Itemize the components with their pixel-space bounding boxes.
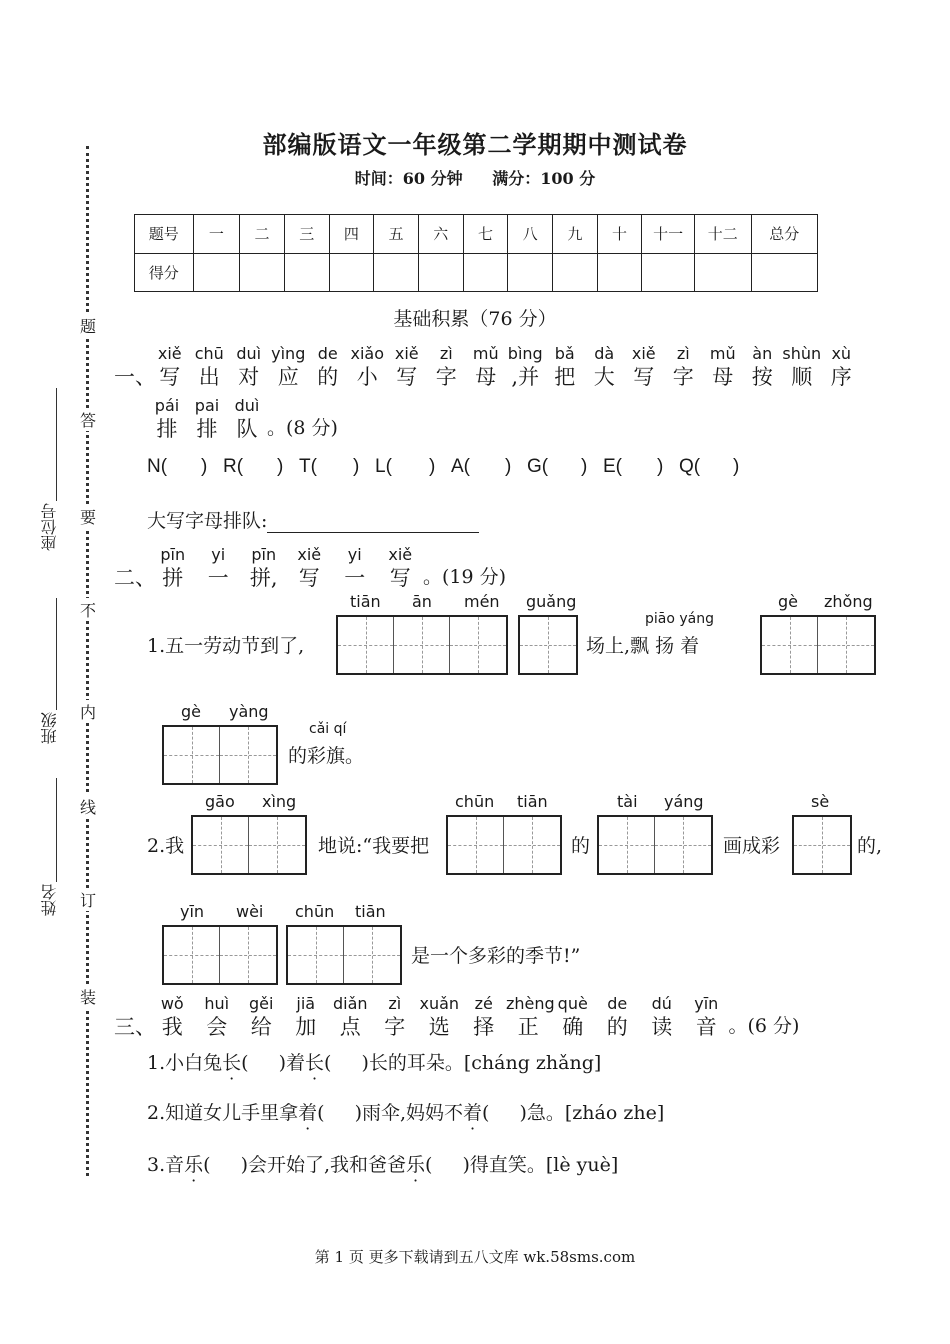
hanzi-char: 读 [651, 1015, 673, 1039]
hanzi-char: 写 [389, 566, 411, 590]
hanzi-char: 的 [317, 365, 339, 389]
binding-char: 答 [78, 408, 98, 431]
name-label: 姓名 [40, 884, 59, 916]
q2-chars [150, 562, 423, 592]
letter-prompt: L( [375, 456, 392, 477]
hanzi-char: 一 [344, 566, 366, 590]
score-cell[interactable] [553, 253, 598, 292]
q3-item-text: )着 [278, 1052, 305, 1074]
q1-answer-label: 大写字母排队: [147, 510, 268, 532]
pinyin-syllable: zì [388, 994, 402, 1013]
q3-dotted-char: 乐 [406, 1154, 426, 1176]
q3-dotted-char: 着 [463, 1102, 483, 1124]
pinyin-syllable: dà [594, 344, 615, 363]
letter-blank[interactable]: ) [657, 456, 664, 477]
q3-chars-row [114, 1011, 799, 1041]
q2-s2-text2: 的 [571, 835, 591, 857]
hanzi-char: 母 [712, 365, 734, 389]
q2-s2-pinyin-tai: tài [617, 792, 638, 811]
pinyin-syllable: pái [154, 396, 180, 415]
score-header-cell: 六 [418, 215, 463, 254]
q3-heading [114, 994, 799, 1041]
letter-blank[interactable]: ) [733, 456, 740, 477]
hanzi-char: 正 [517, 1015, 539, 1039]
pinyin-syllable: bìng [507, 344, 543, 363]
pinyin-syllable: xuǎn [419, 994, 460, 1013]
q3-item-text: 3.音 [147, 1154, 185, 1176]
score-header-cell: 八 [508, 215, 553, 254]
q3-open-paren: ( [425, 1154, 433, 1176]
hanzi-char: 写 [159, 365, 181, 389]
q3-item-text: )急。[zháo zhe] [519, 1102, 665, 1124]
pinyin-syllable: de [607, 994, 628, 1013]
binding-dotted-line [86, 146, 89, 1176]
section-heading-basic: 基础积累（76 分） [393, 308, 557, 330]
score-header-cell: 十一 [642, 215, 695, 254]
hanzi-char: 排 [156, 417, 178, 441]
pinyin-syllable: zé [474, 994, 493, 1013]
score-cell[interactable] [694, 253, 751, 292]
hanzi-char: 会 [206, 1015, 228, 1039]
hanzi-char: 把 [554, 365, 576, 389]
q3-item [147, 1150, 618, 1177]
q2-s1-box-gezhong[interactable] [760, 615, 876, 675]
seat-number-label: 座位号 [40, 503, 59, 551]
q2-s1-pinyin-piaoyang: piāo yáng [645, 611, 714, 627]
pinyin-syllable: xiě [297, 545, 322, 564]
binding-char: 装 [78, 985, 98, 1008]
q2-s2-pinyin-yin: yīn [180, 902, 205, 921]
letter-blank[interactable]: ) [505, 456, 512, 477]
pinyin-syllable: chū [194, 344, 224, 363]
pinyin-syllable: pīn [251, 545, 277, 564]
q1-answer-line [147, 506, 479, 533]
letter-blank[interactable]: ) [429, 456, 436, 477]
hanzi-char: 顺 [791, 365, 813, 389]
hanzi-char: 小 [356, 365, 378, 389]
q2-s1-box-tiananmen[interactable] [336, 615, 508, 675]
score-header-cell: 十二 [694, 215, 751, 254]
hanzi-char: 的 [606, 1015, 628, 1039]
q2-s2-box-taiyang[interactable] [597, 815, 713, 875]
score-cell[interactable] [374, 253, 419, 292]
q1-chars-row [114, 361, 861, 391]
hanzi-char: 母 [475, 365, 497, 389]
binding-char: 要 [78, 505, 98, 528]
q1-chars-2 [147, 413, 267, 443]
hanzi-char: 应 [277, 365, 299, 389]
binding-char: 不 [78, 598, 98, 621]
q2-s2-box-chuntian[interactable] [446, 815, 562, 875]
letter-blank[interactable]: ) [581, 456, 588, 477]
q2-s2-box-se[interactable] [792, 815, 852, 875]
score-cell[interactable] [508, 253, 553, 292]
pinyin-syllable: xiǎo [350, 344, 384, 363]
q1-score: 。(8 分) [267, 417, 338, 439]
pinyin-syllable: dú [651, 994, 672, 1013]
score-header-cell: 五 [374, 215, 419, 254]
hanzi-char: 写 [396, 365, 418, 389]
q3-dotted-char: 着 [298, 1102, 318, 1124]
pinyin-syllable: xiě [157, 344, 182, 363]
score-header-cell: 四 [329, 215, 374, 254]
q2-s2-text3: 画成彩 [723, 835, 781, 857]
letter-prompt: R( [223, 456, 244, 477]
q2-s2-pinyin-chun: chūn [455, 792, 495, 811]
q2-s1-pinyin-ge: gè [778, 592, 798, 611]
q2-s1-pinyin-an: ān [412, 592, 432, 611]
pinyin-syllable: wǒ [160, 994, 184, 1013]
pinyin-syllable: bǎ [554, 344, 575, 363]
q3-item-text: 2.知道女儿手里拿 [147, 1102, 299, 1124]
pinyin-syllable: xiě [394, 344, 419, 363]
pinyin-syllable: zì [439, 344, 453, 363]
hanzi-char: 字 [384, 1015, 406, 1039]
letter-blank[interactable]: ) [353, 456, 360, 477]
hanzi-char: 字 [672, 365, 694, 389]
pinyin-syllable: diǎn [332, 994, 368, 1013]
pinyin-syllable: jiā [296, 994, 316, 1013]
q3-number: 三、 [114, 1015, 156, 1039]
pinyin-syllable: pīn [160, 545, 186, 564]
score-header-cell: 一 [193, 215, 240, 254]
score-table-score-row [135, 253, 818, 292]
pinyin-syllable: duì [234, 396, 260, 415]
q3-dotted-char: 长 [305, 1052, 325, 1074]
q2-s2-pinyin-gao: gāo [205, 792, 235, 811]
pinyin-syllable: duì [236, 344, 262, 363]
score-cell[interactable] [284, 253, 329, 292]
q3-item-text: )会开始了,我和爸爸 [240, 1154, 407, 1176]
q1-number: 一、 [114, 365, 156, 389]
q3-item-text: )长的耳朵。[cháng zhǎng] [361, 1052, 602, 1074]
letter-prompt: N( [147, 456, 168, 477]
pinyin-syllable: xiě [631, 344, 656, 363]
pinyin-syllable: mǔ [472, 344, 499, 363]
letter-blank[interactable]: ) [277, 456, 284, 477]
q2-chars-row [114, 562, 506, 592]
q3-open-paren: ( [482, 1102, 490, 1124]
q1-heading-line2 [147, 396, 338, 443]
hanzi-char: 我 [161, 1015, 183, 1039]
pinyin-syllable: yīn [694, 994, 719, 1013]
hanzi-char: 队 [236, 417, 258, 441]
q2-s2-pinyin-se: sè [811, 792, 830, 811]
q2-number: 二、 [114, 566, 156, 590]
binding-char: 题 [78, 314, 98, 337]
q2-s1-prefix: 1.五一劳动节到了, [147, 635, 305, 657]
score-cell[interactable] [193, 253, 240, 292]
pinyin-syllable: de [317, 344, 338, 363]
q2-s1-end: 的彩旗。 [288, 745, 365, 767]
pinyin-syllable: shùn [782, 344, 822, 363]
q2-heading [114, 545, 506, 592]
score-header-cell: 题号 [135, 215, 194, 254]
score-cell[interactable] [329, 253, 374, 292]
q3-chars [150, 1011, 729, 1041]
page-title: 部编版语文一年级第二学期期中测试卷 [262, 130, 688, 159]
binding-char: 内 [78, 700, 98, 723]
hanzi-char: 择 [473, 1015, 495, 1039]
q2-s1-pinyin-yang: yàng [229, 702, 269, 721]
q3-dotted-char: 长 [222, 1052, 242, 1074]
page-footer: 第 1 页 更多下载请到五八文库 wk.58sms.com [314, 1248, 636, 1266]
hanzi-char: 大 [593, 365, 615, 389]
score-cell[interactable] [597, 253, 642, 292]
hanzi-char: 字 [435, 365, 457, 389]
score-cell[interactable] [240, 253, 285, 292]
q2-s1-pinyin-zhong: zhǒng [824, 592, 873, 611]
pinyin-syllable: yìng [271, 344, 306, 363]
q2-s2-pinyin-tian2: tiān [355, 902, 386, 921]
time-limit: 时间：60 分钟 [354, 169, 463, 188]
q2-s2-box-yinwei[interactable] [162, 925, 278, 985]
q3-item-text: 1.小白兔 [147, 1052, 223, 1074]
q2-s1-mid-text: 场上,飘 扬 着 [586, 635, 700, 657]
score-cell[interactable] [418, 253, 463, 292]
q3-open-paren: ( [317, 1102, 325, 1124]
score-cell[interactable] [642, 253, 695, 292]
hanzi-char: 确 [562, 1015, 584, 1039]
letter-prompt: Q( [679, 456, 701, 477]
exam-info [0, 166, 950, 189]
pinyin-syllable: yi [347, 545, 362, 564]
hanzi-char: 拼, [249, 566, 278, 590]
q1-chars [150, 361, 861, 391]
pinyin-syllable: huì [204, 994, 230, 1013]
q2-s2-end: 是一个多彩的季节!” [411, 945, 581, 967]
q3-open-paren: ( [241, 1052, 249, 1074]
q2-s1-pinyin-men: mén [464, 592, 500, 611]
q2-s2-box-gaoxing[interactable] [191, 815, 307, 875]
q3-open-paren: ( [324, 1052, 332, 1074]
q2-s2-box-chuntian2[interactable] [286, 925, 402, 985]
pinyin-syllable: què [557, 994, 588, 1013]
q2-s1-pinyin-tian: tiān [350, 592, 381, 611]
pinyin-syllable: gěi [249, 994, 274, 1013]
hanzi-char: ,并 [511, 365, 540, 389]
q3-open-paren: ( [203, 1154, 211, 1176]
score-header-cell: 三 [284, 215, 329, 254]
q3-item [147, 1048, 601, 1075]
pinyin-syllable: pai [194, 396, 220, 415]
score-cell[interactable] [463, 253, 508, 292]
name-line [56, 778, 57, 882]
pinyin-syllable: àn [752, 344, 773, 363]
score-header-cell: 十 [597, 215, 642, 254]
class-label: 班级 [40, 712, 59, 744]
q2-s1-pinyin-ge2: gè [181, 702, 201, 721]
hanzi-char: 音 [695, 1015, 717, 1039]
binding-char: 订 [78, 888, 98, 911]
score-header-cell: 二 [240, 215, 285, 254]
score-header-cell: 总分 [751, 215, 817, 254]
letter-prompt: A( [451, 456, 470, 477]
hanzi-char: 序 [830, 365, 852, 389]
full-score: 满分：100 分 [492, 169, 596, 188]
pinyin-syllable: mǔ [709, 344, 736, 363]
pinyin-syllable: zì [676, 344, 690, 363]
q2-s2-pinyin-tian: tiān [517, 792, 548, 811]
q3-item [147, 1098, 664, 1125]
q3-score: 。(6 分) [728, 1015, 800, 1037]
binding-char: 线 [78, 795, 98, 818]
pinyin-syllable: xù [831, 344, 852, 363]
score-header-cell: 九 [553, 215, 598, 254]
hanzi-char: 按 [751, 365, 773, 389]
score-header-cell: 七 [463, 215, 508, 254]
pinyin-syllable: yi [211, 545, 226, 564]
q2-s2-prefix: 2.我 [147, 835, 185, 857]
q3-item-text: )得直笑。[lè yuè] [462, 1154, 619, 1176]
hanzi-char: 拼 [162, 566, 184, 590]
pinyin-syllable: zhèng [506, 994, 555, 1013]
q2-s1-box-guang[interactable] [518, 615, 578, 675]
q2-s1-pinyin-caiqi: cǎi qí [309, 721, 347, 737]
q2-s1-box-geyang[interactable] [162, 725, 278, 785]
hanzi-char: 给 [250, 1015, 272, 1039]
letter-prompt: G( [527, 456, 549, 477]
q3-dotted-char: 乐 [184, 1154, 204, 1176]
q3-item-text: )雨伞,妈妈不 [354, 1102, 464, 1124]
class-line [56, 598, 57, 710]
q1-heading [114, 344, 861, 391]
q2-s2-text4: 的, [857, 835, 883, 857]
q1-chars-row-2 [147, 413, 338, 443]
hanzi-char: 出 [198, 365, 220, 389]
hanzi-char: 加 [295, 1015, 317, 1039]
q1-answer-blank[interactable] [267, 510, 479, 533]
seat-line [56, 388, 57, 501]
score-table [134, 214, 818, 292]
q2-s2-pinyin-xing: xìng [262, 792, 297, 811]
hanzi-char: 一 [207, 566, 229, 590]
hanzi-char: 写 [298, 566, 320, 590]
q1-letter-blanks [147, 456, 753, 478]
hanzi-char: 对 [238, 365, 260, 389]
q2-s2-pinyin-wei: wèi [236, 902, 264, 921]
letter-prompt: T( [299, 456, 317, 477]
q2-s2-pinyin-yang: yáng [664, 792, 704, 811]
score-table-header-row [135, 215, 818, 254]
hanzi-char: 排 [196, 417, 218, 441]
pinyin-syllable: xiě [388, 545, 413, 564]
q2-s2-text1: 地说:“我要把 [318, 835, 430, 857]
hanzi-char: 选 [428, 1015, 450, 1039]
q2-s2-pinyin-chun2: chūn [295, 902, 335, 921]
score-row-label: 得分 [135, 253, 194, 292]
q2-s1-pinyin-guang: guǎng [526, 592, 577, 611]
q2-score: 。(19 分) [423, 566, 507, 588]
letter-prompt: E( [603, 456, 622, 477]
letter-blank[interactable]: ) [201, 456, 208, 477]
hanzi-char: 写 [633, 365, 655, 389]
score-cell[interactable] [751, 253, 817, 292]
hanzi-char: 点 [339, 1015, 361, 1039]
